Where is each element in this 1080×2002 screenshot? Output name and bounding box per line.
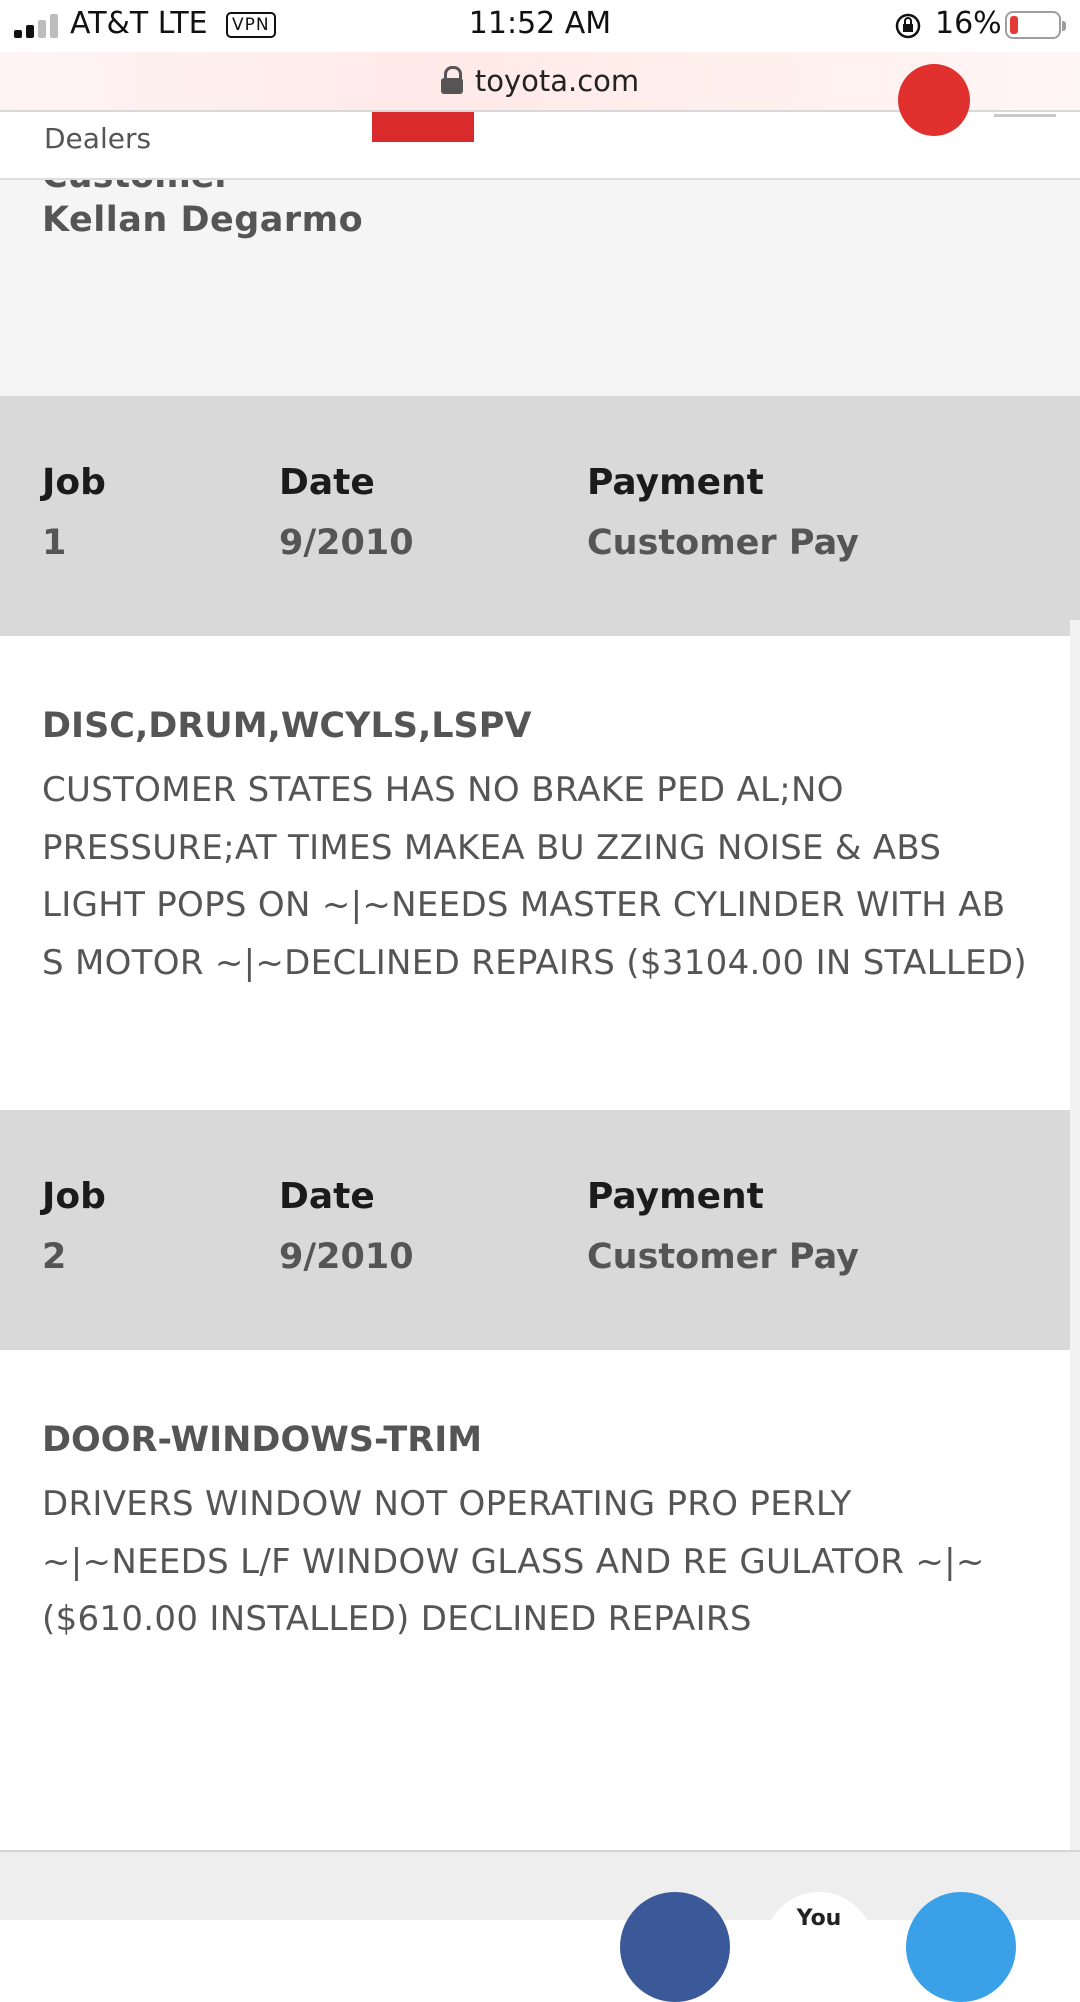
job-number: 1 [42,523,67,563]
battery-percent: 16% [935,6,1002,41]
job-details [0,1350,1080,1850]
job-description [42,762,1042,992]
toyota-logo-block[interactable] [372,112,474,142]
job-category: DOOR-WINDOWS-TRIM [42,1420,483,1460]
scrollbar[interactable] [1070,620,1080,1850]
description-line: ($610.00 INSTALLED) DECLINED REPAIRS [42,1599,752,1639]
account-icon[interactable] [898,64,970,136]
job-details [0,636,1080,1110]
url-text: toyota.com [474,64,640,98]
youtube-label: You [796,1906,842,1931]
job-column-header: Job [42,1176,106,1217]
description-line: ~|~NEEDS L/F WINDOW GLASS AND RE GULATOR ~|~ [42,1541,985,1582]
customer-name: Kellan Degarmo [42,200,364,240]
job-category: DISC,DRUM,WCYLS,LSPV [42,706,532,746]
date-column-header: Date [279,462,375,503]
payment-column-header: Payment [587,462,764,503]
menu-icon[interactable] [994,114,1056,117]
youtube-icon[interactable] [764,1892,874,2002]
payment-column-header: Payment [587,1176,764,1217]
job-header-row [0,1110,1080,1350]
description-line: DRIVERS WINDOW NOT OPERATING PRO PERLY [42,1484,852,1524]
description-line: PRESSURE;AT TIMES MAKEA BU ZZING NOISE & ABS [42,827,942,868]
job-column-header: Job [42,462,106,503]
job-date: 9/2010 [279,523,414,563]
dealers-link[interactable]: Dealers [44,122,152,155]
carrier-label: AT&T LTE [70,6,208,41]
status-bar [0,0,1080,52]
description-line: S MOTOR ~|~DECLINED REPAIRS ($3104.00 IN STALLED) [42,942,1027,983]
job-header-row [0,396,1080,636]
twitter-icon[interactable] [906,1892,1016,2002]
facebook-icon[interactable] [620,1892,730,2002]
job-payment: Customer Pay [587,523,859,563]
job-payment: Customer Pay [587,1237,859,1277]
rotation-lock-icon [894,12,922,40]
site-footer [0,1850,1080,1931]
description-line: CUSTOMER STATES HAS NO BRAKE PED AL;NO [42,770,844,810]
site-header [0,112,1080,180]
lock-icon [441,66,463,94]
date-column-header: Date [279,1176,375,1217]
battery-icon [1005,11,1061,39]
clock: 11:52 AM [468,6,612,41]
description-line: LIGHT POPS ON ~|~NEEDS MASTER CYLINDER WITH AB [42,885,1006,925]
job-description [42,1476,1042,1649]
customer-section [0,180,1080,396]
job-date: 9/2010 [279,1237,414,1277]
vpn-badge: VPN [226,12,276,38]
job-number: 2 [42,1237,67,1277]
